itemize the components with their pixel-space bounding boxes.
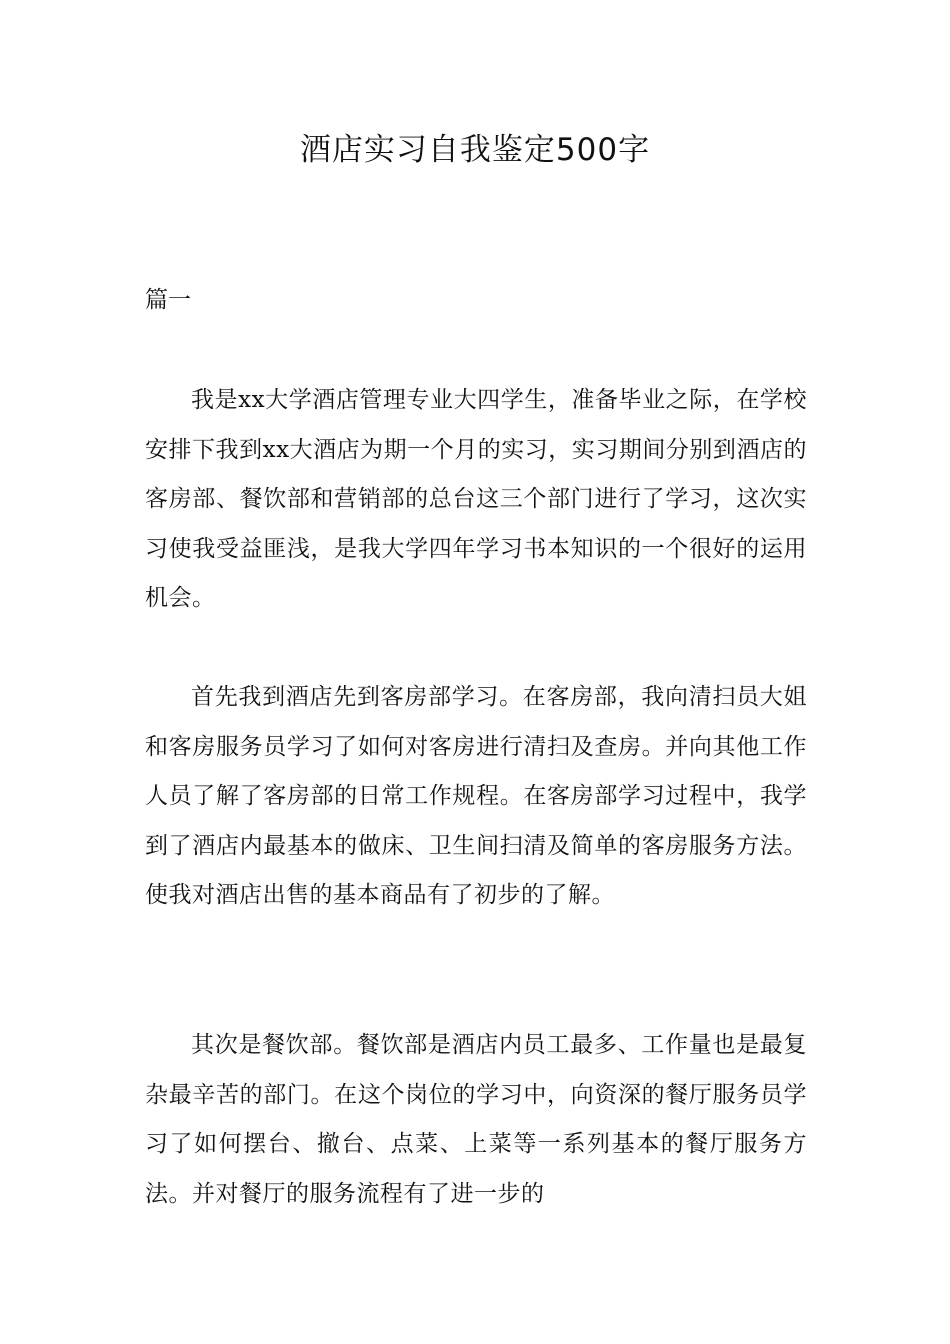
paragraph-intro: 我是xx大学酒店管理专业大四学生，准备毕业之际，在学校安排下我到xx大酒店为期一个月的实习，实习期间分别到酒店的客房部、餐饮部和营销部的总台这三个部门进行了学习，这次实习使我受益匪浅，是我大学四年学习书本知识的一个很好的运用机会。: [145, 387, 807, 611]
paragraph-housekeeping: 首先我到酒店先到客房部学习。在客房部，我向清扫员大姐和客房服务员学习了如何对客房进行清扫及查房。并向其他工作人员了解了客房部的日常工作规程。在客房部学习过程中，我学到了酒店内最基本的做床、卫生间扫清及简单的客房服务方法。使我对酒店出售的基本商品有了初步的了解。: [145, 684, 807, 908]
paragraph-food-beverage: 其次是餐饮部。餐饮部是酒店内员工最多、工作量也是最复杂最辛苦的部门。在这个岗位的学习中，向资深的餐厅服务员学习了如何摆台、撤台、点菜、上菜等一系列基本的餐厅服务方法。并对餐厅的服务流程有了进一步的: [145, 1032, 807, 1207]
section-label: 篇一: [145, 287, 191, 313]
page-title: 酒店实习自我鉴定500字: [299, 132, 651, 168]
